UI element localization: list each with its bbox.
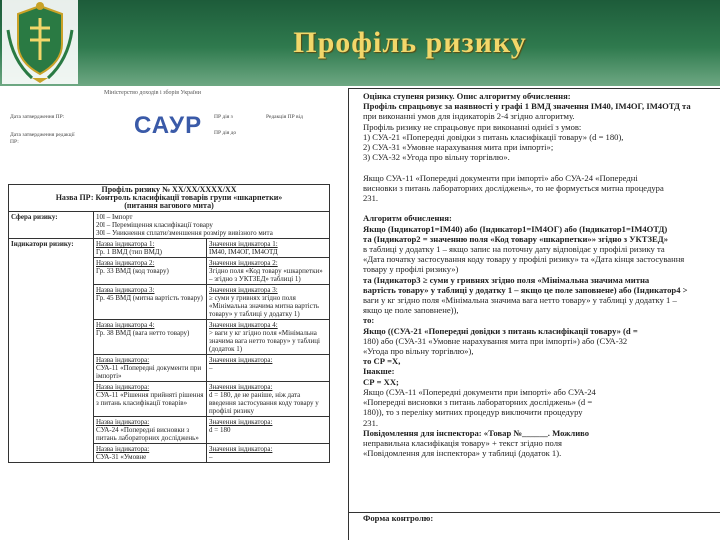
- indicator-value-cell: Значення індикатора: d = 180, де не раніше, ніж дата введення застосування коду товару у профілі ризику: [207, 382, 330, 417]
- indicator-value-cell: Значення індикатора: –: [207, 355, 330, 382]
- scope-line: 10l – Імпорт: [96, 213, 133, 221]
- saur-logo: САУР: [134, 112, 203, 139]
- indicator-name-cell: Назва індикатора: СУА-11 «Попередні документи при імпорті»: [94, 355, 207, 382]
- scope-values: [94, 212, 330, 239]
- algorithm-line: висновки з питань лабораторних досліджень», то не формується митна процедура: [363, 182, 664, 193]
- indicator-name-cell: Назва індикатора: СУА-24 «Попередні висновки з питань лабораторних досліджень»: [94, 417, 207, 444]
- indicator-name-cell: Назва індикатора: СУА-31 «Умовне: [94, 444, 207, 463]
- algorithm-line: Профіль спрацьовує за наявності у графі 1 ВМД значення ІМ40, ІМ4ОГ, ІМ4ОТД та: [363, 101, 691, 112]
- indicator-name-cell: Назва індикатора 1: Гр. 1 ВМД (тип ВМД): [94, 239, 207, 258]
- profile-valid-from-label: ПР дія з: [214, 114, 233, 120]
- algorithm-line: вартість товару» у таблиці у додатку 1 – якщо це поле заповнене) або (Індикатор4 >: [363, 284, 688, 295]
- indicators-label: Індикатори ризику:: [9, 239, 94, 463]
- ministry-header: Міністерство доходів і зборів України: [104, 90, 201, 96]
- profile-name: Назва ПР: Контроль класифікації товарів групи «шкарпетки»: [55, 193, 283, 202]
- algorithm-line: Якщо СУА-11 «Попередні документи при імпорті» або СУА-24 «Попередні: [363, 172, 638, 183]
- algorithm-line: товару у профілі ризику»): [363, 264, 459, 275]
- profile-revision-label: Редакція ПР від: [266, 114, 303, 120]
- risk-assessment-heading: Оцінка ступеня ризику. Опис алгоритму обчислення:: [349, 88, 720, 101]
- ukrainian-customs-emblem-icon: [2, 0, 78, 84]
- algorithm-line: 180)), то з переліку митних процедур виключити процедуру: [363, 407, 583, 418]
- algorithm-line: СР = XX;: [363, 376, 399, 387]
- algorithm-line: «Угода про вільну торгівлю»),: [363, 346, 474, 357]
- algorithm-line: 3) СУА-32 «Угода про вільну торгівлю».: [363, 152, 510, 163]
- algorithm-line: при виконанні умов для індикаторів 2-4 згідно алгоритму.: [363, 111, 575, 122]
- algorithm-line: ваги у кг згідно поля «Мінімальна значима вага нетто товару» у таблиці у додатку 1 –: [363, 295, 677, 306]
- algorithm-line: в таблиці у додатку 1 – якщо запис на поточну дату відповідає у профілі ризику та: [363, 244, 665, 255]
- profile-name-sub: (питання вагового мита): [124, 201, 214, 210]
- indicator-value-cell: Значення індикатора 4: > ваги у кг згідно поля «Мінімальна значима вага нетто товару» у таблиці (додаток 1): [207, 320, 330, 355]
- indicator-name-cell: Назва індикатора 3: Гр. 45 ВМД (митна вартість товару): [94, 285, 207, 320]
- indicator-value-cell: Значення індикатора 1: ІМ40, ІМ4ОГ, ІМ4ОТД: [207, 239, 330, 258]
- algorithm-line: 231.: [363, 193, 379, 204]
- algorithm-line: Алгоритм обчислення:: [363, 213, 452, 224]
- profile-number: Профіль ризику № XX/XX/XXXX/XX: [101, 185, 237, 194]
- algorithm-line: то СР =X,: [363, 356, 401, 367]
- algorithm-line: то:: [363, 315, 375, 326]
- indicator-name-cell: Назва індикатора 2: Гр. 33 ВМД (код товару): [94, 258, 207, 285]
- scope-label: Сфера ризику:: [9, 212, 94, 239]
- indicator-value-cell: Значення індикатора: –: [207, 444, 330, 463]
- algorithm-line: та (Індикатор3 ≥ суми у гривнях згідно поля «Мінімальна значима митна: [363, 274, 650, 285]
- algorithm-line: Якщо (СУА-11 «Попередні документи при імпорті» або СУА-24: [363, 386, 596, 397]
- algorithm-line: Повідомлення для інспектора: «Товар №______. Можливо: [363, 427, 590, 438]
- algorithm-line: неправильна класифікація товару» + текст згідно поля: [363, 437, 562, 448]
- slide-header: [0, 0, 720, 86]
- algorithm-line: Якщо (Індикатор1=ІМ40) або (Індикатор1=ІМ4ОГ) або (Індикатор1=ІМ4ОТД): [363, 223, 668, 234]
- algorithm-line: Якщо ((СУА-21 «Попередні довідки з питань класифікації товару» (d =: [363, 325, 638, 336]
- algorithm-line: «Повідомлення для інспектора» у таблиці (додаток 1).: [363, 448, 562, 459]
- profile-valid-to-label: ПР дія до: [214, 130, 237, 136]
- algorithm-line: «Попередні висновки з питань лабораторних досліджень» (d =: [363, 397, 593, 408]
- indicator-name-cell: Назва індикатора: СУА-11 «Рішення прийняті рішення з питань класифікації товарів»: [94, 382, 207, 417]
- algorithm-line: Інакше:: [363, 366, 395, 377]
- table-header: [9, 185, 330, 212]
- algorithm-line: 180) або (СУА-31 «Умовне нарахування мита при імпорті») або (СУА-32: [363, 335, 628, 346]
- indicator-name-cell: Назва індикатора 4: Гр. 38 ВМД (вага нетто товару): [94, 320, 207, 355]
- risk-profile-table: [8, 184, 330, 463]
- algorithm-line: якщо це поле заповнене)),: [363, 305, 459, 316]
- indicator-value-cell: Значення індикатора: d = 180: [207, 417, 330, 444]
- algorithm-line: [349, 203, 720, 213]
- indicator-value-cell: Значення індикатора 2: Згідно поля «Код товару «шкарпетки» – згідно з УКТЗЕД» таблиці 1): [207, 258, 330, 285]
- slide-title: Профіль ризику: [293, 26, 527, 59]
- algorithm-line: 2) СУА-31 «Умовне нарахування мита при імпорті»;: [363, 142, 554, 153]
- approval-date-label: Дата затвердження ПР:: [10, 114, 65, 120]
- control-form-label: Форма контролю:: [349, 512, 720, 523]
- algorithm-line: 1) СУА-21 «Попередні довідки з питань класифікації товару» (d = 180),: [363, 131, 624, 142]
- algorithm-line: 231.: [363, 417, 379, 428]
- indicator-value-cell: Значення індикатора 3: ≥ суми у гривнях згідно поля «Мінімальна значима митна вартість товару» у таблиці у додатку 1): [207, 285, 330, 320]
- scope-line: 30l – Уникнення сплати/зменшення розміру вивізного мита: [96, 229, 273, 237]
- algorithm-line: Профіль ризику не спрацьовує при виконанні однієї з умов:: [363, 121, 582, 132]
- right-scanned-document: [348, 88, 720, 540]
- algorithm-line: та (Індикатор2 = значенню поля «Код товару «шкарпетки»» згідно з УКТЗЕД»: [363, 233, 668, 244]
- scope-line: 20l – Переміщення класифікації товару: [96, 221, 213, 229]
- algorithm-line: [349, 162, 720, 172]
- algorithm-text: [349, 101, 720, 458]
- revision-date-label: Дата затвердження редакції ПР:: [10, 132, 75, 145]
- algorithm-line: «Дата початку застосування коду товару у профілі ризику» та «Дата кінця застосування: [363, 254, 685, 265]
